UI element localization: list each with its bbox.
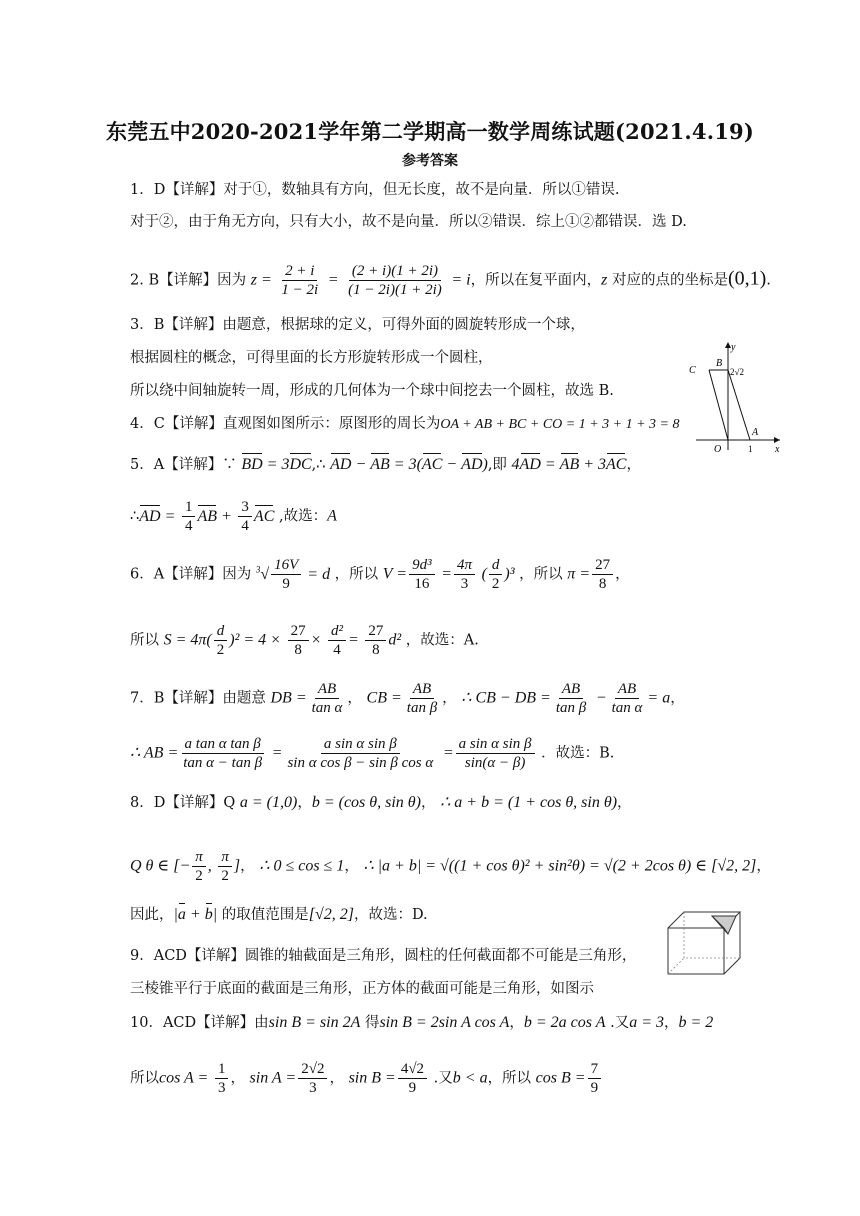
- label-o: O: [714, 444, 722, 455]
- answer-1-line-2: 对于②，由于角无方向，只有大小，故不是向量．所以②错误．综上①②都错误．选 D.: [130, 214, 687, 230]
- page-subtitle: 参考答案: [402, 153, 458, 169]
- answer-6-line-2: 所以 S = 4π( $\frac{d}{2}$ )² = 4 × $\frac{27}{8}$ × $\frac{\text{d²}}{4}$ = $\frac{27}{8}$ d² ，故选：A.: [130, 623, 479, 658]
- answer-5-line-2: ∴AD = $\frac{1}{4}$ AB + $\frac{3}{4}$ AC ,故选：A: [130, 499, 337, 534]
- label-2root2: 2√2: [730, 367, 744, 377]
- answer-9-line-1: 9．ACD【详解】圆锥的轴截面是三角形，圆柱的任何截面都不可能是三角形，: [130, 948, 637, 964]
- label-1: 1: [748, 444, 753, 454]
- answer-6-line-1: 6．A【详解】因为 $^3$√ $\frac{16V}{9}$ = d ，所以 V = $\frac{\text{9d³}}{16}$ = $\frac{4\pi}{3}$ ( $\frac{d}{2}$ )³ ，所以 π = $\frac{27}{8}$ ，: [130, 557, 630, 593]
- answer-3-line-2: 根据圆柱的概念，可得里面的长方形旋转形成一个圆柱，: [130, 350, 493, 366]
- answer-9-line-2: 三棱锥平行于底面的截面是三角形，正方体的截面可能是三角形，如图示: [130, 981, 594, 997]
- answer-7-line-1: 7．B【详解】由题意 DB = $\frac{AB}{\text{tan α}}$ ， CB = $\frac{AB}{\text{tan β}}$ ， ∴ CB − DB = $\frac{AB}{\text{tan β}}$ − $\frac{AB}{\text{tan α}}$ = a，: [130, 681, 685, 716]
- cube-section-figure: [666, 908, 742, 976]
- label-c: C: [689, 365, 696, 376]
- answer-8-line-3: 因此，|a + b| 的取值范围是[√2, 2]，故选：D.: [130, 906, 428, 923]
- edge-co: [709, 370, 728, 440]
- answer-4: 4．C【详解】直观图如图所示：原图形的周长为OA + AB + BC + CO = 1 + 3 + 1 + 3 = 8: [130, 416, 680, 432]
- answer-10-line-2: 所以cos A = $\frac{1}{3}$ ， sin A = $\frac{2√2}{3}$ ， sin B = $\frac{4√2}{9}$ .又b < a，所以 cos B = $\frac{7}{9}$: [130, 1060, 603, 1097]
- answer-8-line-2: Q θ ∈ [− $\frac{\pi}{2}$ , $\frac{\pi}{2}$ ]， ∴ 0 ≤ cos ≤ 1， ∴ |a + b| = √((1 + cos θ)² + sin²θ) = √(2 + 2cos θ) ∈ [√2, 2]，: [130, 849, 771, 884]
- label-x: x: [775, 444, 780, 455]
- answer-7-line-2: ∴ AB = $\frac{\text{a tan α tan β}}{\text{tan α − tan β}}$ = $\frac{\text{a sin α sin β}}{\text{sin α cos β − sin β cos α}}$ = $\frac{\text{a sin α sin β}}{\sin(\alpha - \beta)}$ ．故选：B.: [130, 736, 615, 771]
- label-b: B: [716, 358, 723, 369]
- answer-3-line-3: 所以绕中间轴旋转一周，形成的几何体为一个球中间挖去一个圆柱，故选 B.: [130, 383, 614, 399]
- answer-8-line-1: 8．D【详解】Q a = (1,0)，b = (cos θ, sin θ)， ∴ a + b = (1 + cos θ, sin θ)，: [130, 794, 632, 811]
- page-title: 东莞五中2020-2021学年第二学期高一数学周练试题(2021.4.19): [106, 119, 754, 144]
- label-a: A: [752, 427, 759, 438]
- label-y: y: [731, 342, 736, 353]
- edge-ba: [728, 370, 750, 440]
- x-axis-arrow-icon: [774, 437, 780, 443]
- answer-3-line-1: 3．B【详解】由题意，根据球的定义，可得外面的圆旋转形成一个球，: [130, 317, 585, 333]
- answer-10-line-1: 10．ACD【详解】由sin B = sin 2A 得sin B = 2sin A cos A，b = 2a cos A .又a = 3，b = 2: [130, 1014, 714, 1031]
- answer-2: 2. B【详解】因为 z = $\frac{2 + i}{1 - 2i}$ = $\frac{(2 + i)(1 + 2i)}{(1 - 2i)(1 + 2i)}$ = i，所以在复平面内，z 对应的点的坐标是(0,1).: [130, 263, 771, 298]
- oblique-drawing-figure: [684, 338, 784, 458]
- answer-5-line-1: 5．A【详解】∵ BD = 3DC,∴ AD − AB = 3(AC − AD),即 4AD = AB + 3AC，: [130, 456, 641, 473]
- answer-1-line-1: 1．D【详解】对于①，数轴具有方向，但无长度，故不是向量．所以①错误.: [130, 182, 620, 198]
